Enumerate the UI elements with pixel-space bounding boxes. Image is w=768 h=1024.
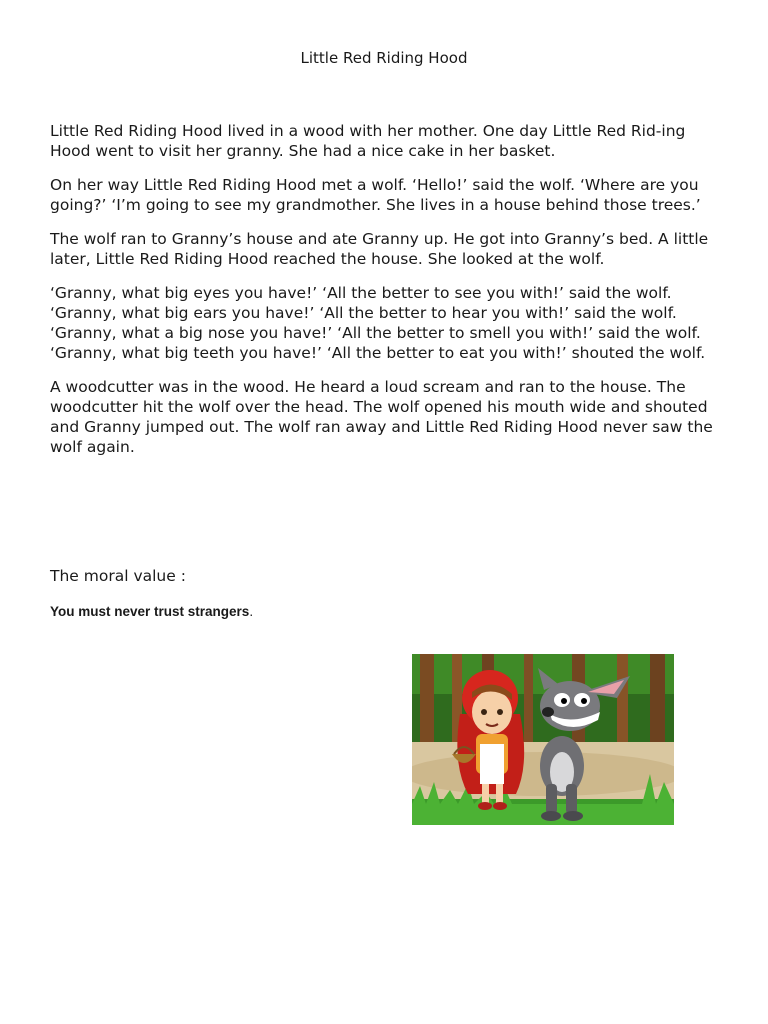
story-paragraph: The wolf ran to Granny’s house and ate Granny up. He got into Granny’s bed. A little later, Little Red Riding Hood reached the house. She looked at the wolf. [50,230,709,268]
story-paragraph: On her way Little Red Riding Hood met a wolf. ‘Hello!’ said the wolf. ‘Where are you going?’ ‘I’m going to see my grandmother. She lives in a house behind those trees.’ [50,176,701,214]
story-paragraph: Little Red Riding Hood lived in a wood with her mother. One day Little Red Rid-ing Hood went to visit her granny. She had a nice cake in her basket. [50,122,686,160]
moral-label: The moral value : [50,567,186,585]
moral-text: You must never trust strangers [50,604,250,619]
story-paragraph: A woodcutter was in the wood. He heard a loud scream and ran to the house. The woodcutter hit the wolf over the head. The wolf opened his mouth wide and shouted and Granny jumped out. The wolf ran away and Little Red Riding Hood never saw the wolf again. [50,378,713,456]
story-title: Little Red Riding Hood [300,49,468,67]
moral-statement [50,603,253,621]
story-body [50,121,720,471]
story-illustration [412,654,674,825]
story-paragraph: ‘Granny, what big eyes you have!’ ‘All the better to see you with!’ said the wolf. ‘Granny, what big ears you have!’ ‘All the better to hear you with!’ said the wolf. ‘Granny, what a big nose you have!’ ‘All the better to smell you with!’ said the wolf. ‘Granny, what big teeth you have!’ ‘All the better to eat you with!’ shouted the wolf. [50,284,706,362]
moral-punctuation: . [249,604,254,619]
red-riding-hood-and-wolf-image [412,654,674,825]
